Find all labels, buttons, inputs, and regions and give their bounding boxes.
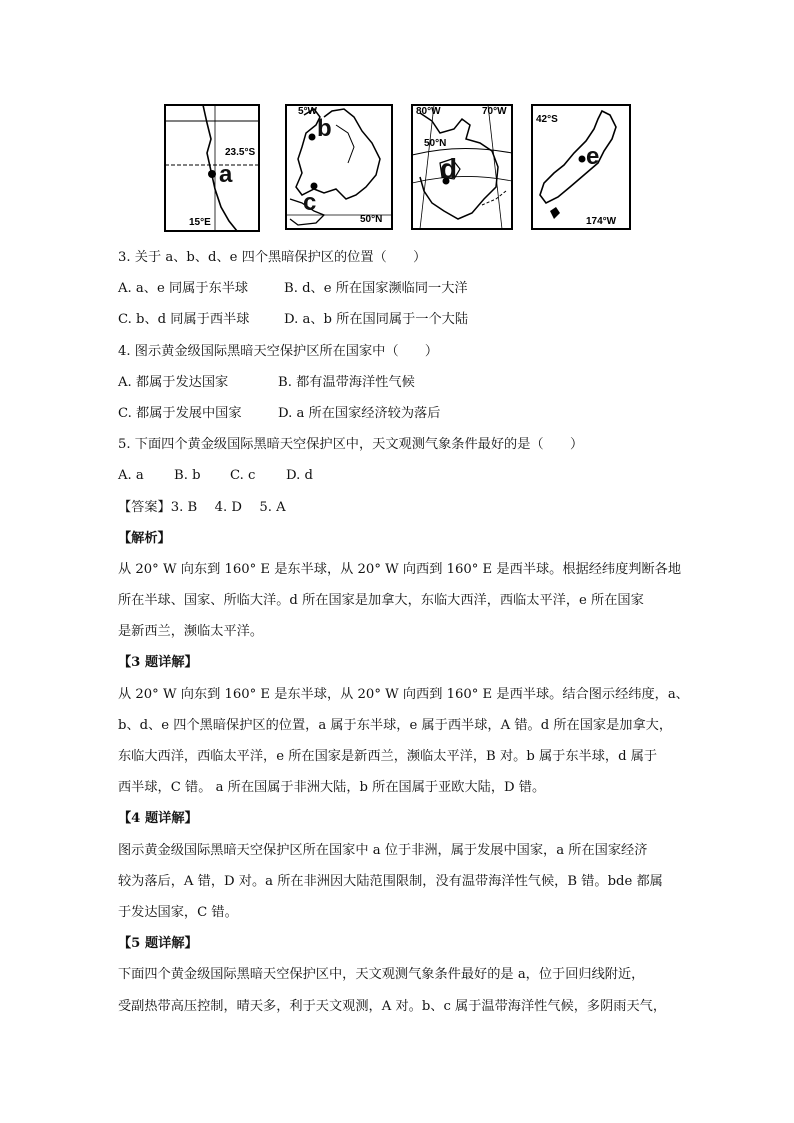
map-e-lon: 174°W [586, 216, 617, 227]
map-e [530, 103, 632, 231]
q4-detail-line: 较为落后，A 错，D 对。a 所在非洲因大陆范围限制，没有温带海洋性气候，B 错。bde 都属 [118, 873, 663, 889]
q4-option-b: B. 都有温带海洋性气候 [278, 374, 415, 390]
analysis-line: 从 20° W 向东到 160° E 是东半球，从 20° W 向西到 160° E 是西半球。根据经纬度判断各地 [118, 561, 682, 577]
map-a-label: a [219, 161, 233, 188]
map-d-lat: 50°N [424, 138, 447, 149]
q5-option-a: A. a [118, 468, 144, 484]
q5-detail-title: 【5 题详解】 [118, 936, 198, 952]
q3-stem: 3. 关于 a、b、d、e 四个黑暗保护区的位置（ ） [118, 250, 427, 265]
q3-option-d: D. a、b 所在国同属于一个大陆 [284, 312, 469, 328]
map-a-drawing [163, 103, 261, 233]
q5-options [118, 460, 678, 491]
map-a-lon: 15°E [189, 217, 211, 228]
q4-detail-title: 【4 题详解】 [118, 811, 198, 827]
q4-detail-line: 图示黄金级国际黑暗天空保护区所在国家中 a 位于非洲，属于发展中国家，a 所在国家经济 [118, 842, 648, 858]
analysis-line: 所在半球、国家、所临大洋。d 所在国家是加拿大，东临大西洋，西临太平洋，e 所在国家 [118, 593, 644, 609]
q3-option-c: C. b、d 同属于西半球 [118, 312, 250, 328]
q3-options-row2 [118, 304, 678, 335]
map-d-label: d [440, 153, 458, 184]
map-bc-drawing [284, 103, 394, 231]
q4-option-c: C. 都属于发展中国家 [118, 405, 242, 421]
q4-options-row2 [118, 398, 678, 429]
q3-detail-title: 【3 题详解】 [118, 655, 198, 671]
q4-stem: 4. 图示黄金级国际黑暗天空保护区所在国家中（ ） [118, 343, 439, 359]
map-d-lon1: 80°W [416, 106, 441, 117]
q3-options-row1 [118, 273, 678, 304]
map-a [163, 103, 261, 233]
q5-option-b: B. b [174, 468, 201, 484]
map-figure [0, 103, 794, 238]
answer-line: 【答案】3. B 4. D 5. A [118, 499, 286, 515]
q5-detail-line: 下面四个黄金级国际黑暗天空保护区中，天文观测气象条件最好的是 a，位于回归线附近， [118, 967, 645, 983]
q3-detail-line: 从 20° W 向东到 160° E 是东半球，从 20° W 向西到 160° E 是西半球。结合图示经纬度，a、 [118, 686, 689, 702]
q5-detail-line: 受副热带高压控制，晴天多，利于天文观测，A 对。b、c 属于温带海洋性气候，多阴雨天气， [118, 998, 667, 1014]
question-body [118, 242, 689, 1022]
q3-option-a: A. a、e 同属于东半球 [118, 281, 249, 297]
map-e-lat: 42°S [536, 114, 558, 125]
q4-detail-text [118, 835, 678, 929]
map-d-lon2: 70°W [482, 106, 507, 117]
q3-detail-line: b、d、e 四个黑暗保护区的位置，a 属于东半球，e 属于西半球，A 错。d 所在国家是加拿大， [118, 717, 673, 733]
q3-detail-line: 西半球，C 错。 a 所在国属于非洲大陆，b 所在国属于亚欧大陆，D 错。 [118, 780, 546, 796]
map-c-lat: 50°N [360, 214, 383, 225]
q5-option-d: D. d [286, 468, 313, 484]
q3-option-b: B. d、e 所在国家濒临同一大洋 [284, 281, 468, 297]
q5-detail-text [118, 959, 678, 1021]
map-bc [284, 103, 394, 231]
q5-option-c: C. c [230, 468, 256, 484]
analysis-text [118, 554, 682, 648]
map-e-label: e [586, 143, 600, 170]
q3-detail-line: 东临大西洋，西临太平洋，e 所在国家是新西兰，濒临太平洋，B 对。b 属于东半球，d 属于 [118, 749, 658, 764]
map-a-lat: 23.5°S [225, 147, 256, 158]
q4-options-row1 [118, 367, 678, 398]
analysis-title: 【解析】 [118, 530, 171, 546]
q5-stem: 5. 下面四个黄金级国际黑暗天空保护区中，天文观测气象条件最好的是（ ） [118, 437, 584, 453]
map-b-label: b [317, 115, 332, 142]
q4-option-a: A. 都属于发达国家 [118, 374, 229, 390]
map-d [410, 103, 514, 231]
map-c-label: c [303, 189, 317, 216]
map-d-drawing [410, 103, 514, 231]
analysis-line: 是新西兰，濒临太平洋。 [118, 624, 264, 640]
map-b-lon: 5°W [298, 106, 317, 117]
q4-option-d: D. a 所在国家经济较为落后 [278, 405, 441, 421]
q3-detail-text [118, 679, 689, 804]
q4-detail-line: 于发达国家，C 错。 [118, 904, 238, 920]
